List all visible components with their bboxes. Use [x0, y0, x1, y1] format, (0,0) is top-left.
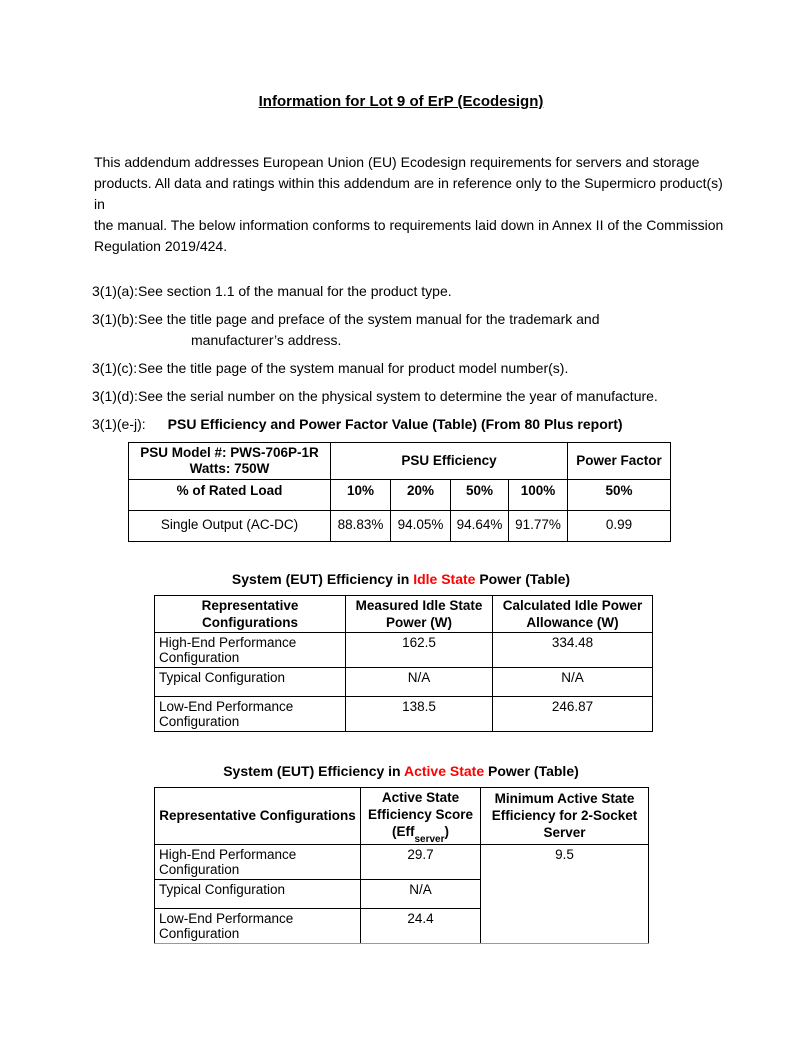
regulation-items: [92, 281, 802, 435]
item-text-line2: manufacturer’s address.: [191, 332, 342, 348]
header-text: ): [444, 824, 450, 839]
allowance-cell: N/A: [493, 668, 653, 697]
eff-server-subscript: server: [414, 833, 445, 845]
load-100-cell: 100%: [509, 480, 568, 511]
item-label: 3(1)(a):: [92, 283, 138, 299]
single-output-label-cell: Single Output (AC-DC): [129, 511, 331, 542]
pf-load-cell: 50%: [568, 480, 671, 511]
load-20-cell: 20%: [391, 480, 451, 511]
efficiency-20-cell: 94.05%: [391, 511, 451, 542]
table-row: [129, 511, 671, 542]
rated-load-label-cell: % of Rated Load: [129, 480, 331, 511]
heading-text: Power (Table): [484, 763, 579, 779]
score-cell: 24.4: [361, 908, 481, 943]
measured-power-cell: N/A: [346, 668, 493, 697]
intro-paragraph: [94, 152, 734, 257]
allowance-cell: 246.87: [493, 697, 653, 732]
psu-model-cell: [129, 443, 331, 480]
measured-power-cell: 162.5: [346, 633, 493, 668]
heading-text: System (EUT) Efficiency in: [223, 763, 404, 779]
measured-power-cell: 138.5: [346, 697, 493, 732]
allowance-cell: 334.48: [493, 633, 653, 668]
active-header-minimum: Minimum Active State Efficiency for 2-Socket Server: [481, 788, 649, 845]
load-10-cell: 10%: [331, 480, 391, 511]
idle-state-heading: [0, 569, 802, 590]
power-factor-value-cell: 0.99: [568, 511, 671, 542]
config-label-cell: Low-End Performance Configuration: [155, 908, 361, 943]
min-efficiency-cell: 9.5: [481, 844, 649, 943]
item-3-1-a: [92, 281, 802, 302]
item-3-1-e-j: [92, 414, 802, 435]
intro-line: the manual. The below information conforms to requirements laid down in Annex II of the Commission: [94, 217, 724, 233]
efficiency-100-cell: 91.77%: [509, 511, 568, 542]
load-50-cell: 50%: [451, 480, 509, 511]
page-title: Information for Lot 9 of ErP (Ecodesign): [258, 93, 544, 110]
item-text: See section 1.1 of the manual for the product type.: [138, 283, 452, 299]
config-label-cell: Typical Configuration: [155, 879, 361, 908]
intro-line: This addendum addresses European Union (EU) Ecodesign requirements for servers and storage: [94, 154, 700, 170]
idle-header-configurations: Representative Configurations: [155, 596, 346, 633]
table-header-row: [155, 596, 653, 633]
idle-state-table: [154, 595, 653, 732]
item-text-line1: See the title page and preface of the system manual for the trademark and: [138, 311, 600, 327]
efficiency-50-cell: 94.64%: [451, 511, 509, 542]
idle-header-allowance: Calculated Idle Power Allowance (W): [493, 596, 653, 633]
active-state-heading: [0, 761, 802, 782]
active-header-score: [361, 788, 481, 845]
psu-model-line1: PSU Model #: PWS-706P-1R: [140, 445, 319, 460]
header-text: Active State Efficiency Score (Eff: [367, 790, 474, 839]
heading-text: Power (Table): [475, 571, 571, 587]
psu-model-line2: Watts: 750W: [189, 461, 270, 476]
table-row: [155, 844, 649, 879]
item-label: 3(1)(d):: [92, 388, 138, 404]
table-header-row: [155, 788, 649, 845]
psu-table-heading: PSU Efficiency and Power Factor Value (Table) (From 80 Plus report): [167, 416, 623, 432]
score-cell: N/A: [361, 879, 481, 908]
efficiency-10-cell: 88.83%: [331, 511, 391, 542]
item-3-1-c: [92, 358, 802, 379]
intro-line: products. All data and ratings within this addendum are in reference only to the Supermicro product(s) in: [94, 175, 723, 212]
table-row: [155, 668, 653, 697]
heading-red-text: Active State: [403, 763, 485, 779]
heading-red-text: Idle State: [413, 571, 476, 587]
active-state-table: [154, 787, 649, 944]
item-text: See the title page of the system manual for product model number(s).: [138, 360, 569, 376]
table-row: [155, 633, 653, 668]
config-label-cell: High-End Performance Configuration: [155, 844, 361, 879]
table-row: [129, 480, 671, 511]
table-row: [155, 697, 653, 732]
power-factor-header-cell: Power Factor: [568, 443, 671, 480]
item-label: 3(1)(b):: [92, 311, 138, 327]
item-label: 3(1)(e-j):: [92, 416, 146, 432]
psu-efficiency-header-cell: PSU Efficiency: [331, 443, 568, 480]
score-cell: 29.7: [361, 844, 481, 879]
item-label: 3(1)(c):: [92, 360, 138, 376]
psu-efficiency-table: [128, 442, 671, 542]
intro-line: Regulation 2019/424.: [94, 238, 228, 254]
item-3-1-d: [92, 386, 802, 407]
config-label-cell: Low-End Performance Configuration: [155, 697, 346, 732]
config-label-cell: Typical Configuration: [155, 668, 346, 697]
active-header-configurations: Representative Configurations: [155, 788, 361, 845]
item-text: [138, 309, 600, 351]
table-row: [129, 443, 671, 480]
item-3-1-b: [92, 309, 802, 351]
item-text: See the serial number on the physical system to determine the year of manufacture.: [138, 388, 658, 404]
config-label-cell: High-End Performance Configuration: [155, 633, 346, 668]
idle-header-measured-power: Measured Idle State Power (W): [346, 596, 493, 633]
heading-text: System (EUT) Efficiency in: [231, 571, 414, 587]
